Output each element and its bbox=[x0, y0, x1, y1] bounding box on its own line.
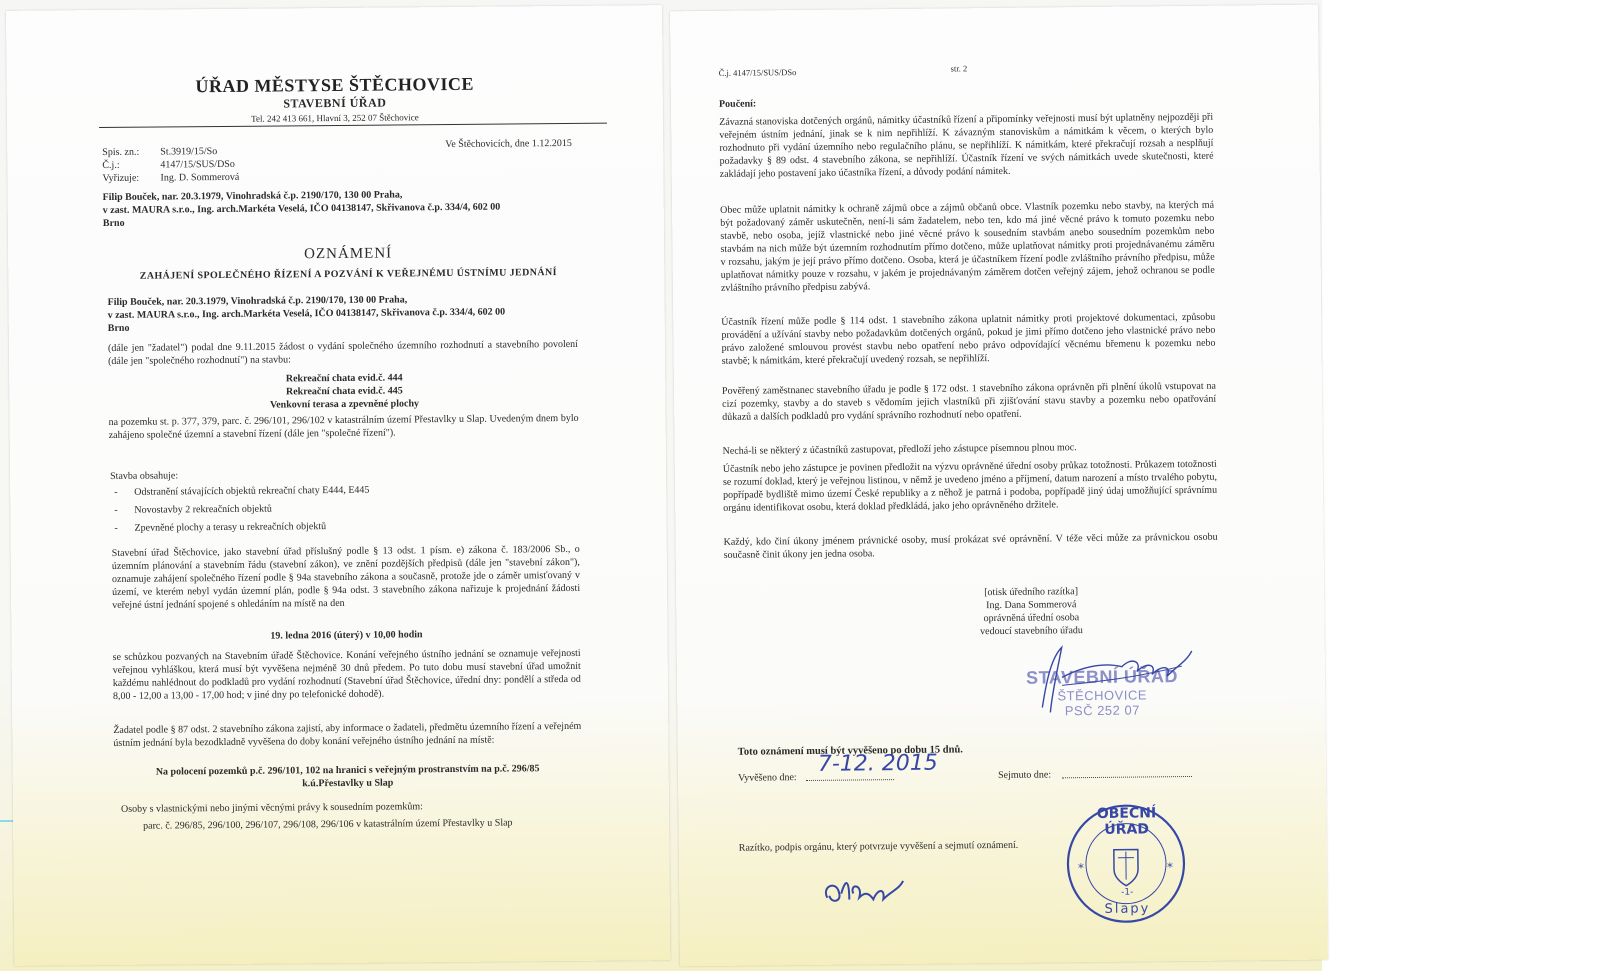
svg-text:*: * bbox=[1166, 860, 1174, 875]
signatory-name: Ing. Dana Sommerová bbox=[986, 599, 1077, 612]
posting-place-line: Na polocení pozemků p.č. 296/101, 102 na hranici s veřejným prostranstvím na p.č. 296/85 bbox=[155, 763, 540, 778]
office-title: ÚŘAD MĚSTYSE ŠTĚCHOVICE bbox=[195, 73, 475, 97]
building-item: Rekreační chata evid.č. 444 bbox=[285, 372, 403, 385]
location-paragraph: na pozemku st. p. 377, 379, parc. č. 296/101, 296/102 v katastrálním území Přestavlky u Slap. Uvedeným dnem bylo zahájeno společné územní a stavební řízení (dále jen "společné řízení"). bbox=[108, 412, 579, 441]
svg-text:*: * bbox=[1077, 861, 1085, 876]
posted-date-handwritten: 7-12. 2015 bbox=[817, 750, 938, 777]
page-1 bbox=[6, 5, 670, 966]
round-stamp-bottom: Slapy bbox=[1104, 901, 1151, 917]
round-stamp-top: OBECNÍ ÚŘAD bbox=[1096, 805, 1157, 838]
addressee-line: Filip Bouček, nar. 20.3.1979, Vinohradská č.p. 2190/170, 130 00 Praha, bbox=[102, 189, 403, 204]
applicant-paragraph: Žadatel podle § 87 odst. 2 stavebního zákona zajistí, aby informace o žadateli, předmětu územního řízení a veřejném ústním jednání byla bezodkladně vyvěšena do doby konání veřejného ústního jednání na místě: bbox=[113, 720, 582, 749]
contents-item: - Zpevněné plochy a terasy u rekreačních objektů bbox=[110, 516, 550, 538]
notice-paragraph: Účastník nebo jeho zástupce je povinen předložit na výzvu oprávněné úřední osoby průkaz totožnosti. Průkazem totožnosti se rozumí doklad, který je veřejnou listinou, v němž je uvedeno jméno a příjmení, datum narození a místo trvalého pobytu, popřípadě bydliště mimo území České republiky a z něhož je patrná i podoba, popřípadě jiný údaj umožňující správnímu orgánu identifikovat osobu, která doklad předkládá, jako jeho oprávněného držitele. bbox=[722, 458, 1218, 514]
office-stamp-line: STAVEBNÍ ÚŘAD bbox=[1025, 666, 1179, 688]
spis-label: Spis. zn.: bbox=[102, 146, 140, 159]
initials-scribble bbox=[819, 871, 909, 908]
stamp-note: [otisk úředního razítka] bbox=[984, 586, 1079, 599]
posted-line bbox=[806, 779, 894, 781]
hearing-date: 19. ledna 2016 (úterý) v 10,00 hodin bbox=[270, 629, 423, 642]
building-item: Venkovní terasa a zpevněné plochy bbox=[269, 398, 420, 411]
notice-paragraph: Nechá-li se některý z účastníků zastupovat, předloží jeho zástupce písemnou plnou moc. bbox=[722, 442, 1077, 457]
place-date: Ve Štěchovicích, dne 1.12.2015 bbox=[445, 137, 572, 151]
vyrizuje-label: Vyřizuje: bbox=[102, 172, 140, 185]
neighbors-list: parc. č. 296/85, 296/100, 296/107, 296/108, 296/106 v katastrálním území Přestavlky u Slap bbox=[143, 817, 513, 832]
handwritten-initials bbox=[819, 871, 909, 916]
round-stamp-number: -1- bbox=[1121, 887, 1134, 898]
applicant bbox=[108, 292, 588, 335]
contents-item: - Odstranění stávajících objektů rekreační chaty E444, E445 bbox=[110, 480, 550, 502]
document-subheading: ZAHÁJENÍ SPOLEČNÉHO ŘÍZENÍ A POZVÁNÍ K VEŘEJNÉMU ÚSTNÍMU JEDNÁNÍ bbox=[139, 267, 557, 282]
applicant-line: v zast. MAURA s.r.o., Ing. arch.Markéta Veselá, IČO 04138147, Skřivanova č.p. 334/4, 602 00 bbox=[107, 306, 506, 321]
notice-paragraph: Obec může uplatnit námitky k ochraně zájmů obce a zájmů občanů obce. Vlastník pozemku nebo stavby, na kterých má být požadovaný záměr uskutečněn, není-li sám žadatelem, nebo ten, kdo má jiné věcné právo k tomuto pozemku nebo stavbě, nebo osoba, jejíž vlastnické nebo jiné věcné právo k sousedním stavbám anebo sousedním pozemkům nebo stavbám na nich může být územním rozhodnutím přímo dotčeno, může uplatňovat námitky proti projednávanému záměru v rozsahu, jakým je její právo přímo dotčeno. Osoba, která je účastníkem řízení podle zvláštního právního předpisu, může uplatňovat námitky pouze v rozsahu, v jakém je projednávaným záměrem dotčen veřejný zájem, jehož ochranou se podle zvláštního právního předpisu zabývá. bbox=[720, 199, 1215, 294]
cj-value: 4147/15/SUS/DSo bbox=[160, 158, 235, 171]
office-paragraph: Stavební úřad Štěchovice, jako stavební úřad příslušný podle § 13 odst. 1 písm. e) zákona č. 183/2006 Sb., o územním plánování a stavebním řádu (stavební zákon), ve znění pozdějších předpisů (dále jen "stavební zákon"), oznamuje zahájení společného řízení podle § 94a stavebního zákona a současně, protože jde o záměr umisťovaný v území, ve kterém nebyl vydán územní plán, podle § 94a odst. 3 stavebního zákona nařizuje k projednání žádosti veřejné ústní jednání spojené s ohledáním na místě na den bbox=[111, 543, 581, 611]
contents-list bbox=[110, 480, 550, 538]
addressee-line: Brno bbox=[102, 217, 125, 230]
stamp-footer: Razítko, podpis orgánu, který potvrzuje vyvěšení a sejmutí oznámení. bbox=[738, 839, 1019, 854]
meeting-paragraph: se schůzkou pozvaných na Stavebním úřadě Štěchovice. Konání veřejného ústního jednání se oznamuje veřejnosti veřejnou vyhláškou, která musí být vyvěšena nejméně 30 dnů předem. Po tuto dobu musí stavební úřad umožnit každému nahlédnout do podkladů pro vydání rozhodnutí (Stavební úřad Štěchovice, úřední dny: pondělí a středa od 8,00 - 12,00 a 13,00 - 17,00 hod; v jiné dny po telefonické dohodě). bbox=[112, 647, 581, 702]
contents-label: Stavba obsahuje: bbox=[110, 470, 179, 482]
page-2 bbox=[670, 5, 1328, 967]
notice-paragraph: Závazná stanoviska dotčených orgánů, námitky účastníků řízení a připomínky veřejnosti musí být uplatněny nejpozději při veřejném ústním jednání, jinak se k nim nepřihlíží. K závazným stanoviskům a námitkám k věcem, o kterých bylo rozhodnuto při vydání územního nebo regulačního plánu, se nepřihlíží. K námitkám, které překračují rozsah a nesplňují požadavky § 89 odst. 4 stavebního zákona, se nepřihlíží. Účastník řízení ve svých námitkách uvede skutečnosti, které zakládají jeho postavení jako účastníka řízení, a důvody podání námitek. bbox=[719, 111, 1214, 180]
municipal-round-stamp bbox=[1063, 801, 1189, 927]
office-stamp-line: PSČ 252 07 bbox=[1064, 702, 1140, 719]
spis-value: St.3919/15/So bbox=[160, 146, 218, 158]
buildings-list bbox=[109, 370, 579, 413]
contents-item: - Novostavby 2 rekreačních objektů bbox=[110, 498, 550, 520]
signatory-role: oprávněná úřední osoba bbox=[983, 612, 1080, 625]
building-item: Rekreační chata evid.č. 445 bbox=[285, 385, 403, 398]
signature-block bbox=[961, 585, 1102, 638]
posting-place bbox=[113, 762, 583, 792]
office-subtitle: STAVEBNÍ ÚŘAD bbox=[283, 95, 387, 111]
notice-heading: Poučení: bbox=[718, 98, 757, 110]
posted-label: Vyvěšeno dne: bbox=[737, 772, 797, 784]
addressee-line: v zast. MAURA s.r.o., Ing. arch.Markéta Veselá, IČO 04138147, Skřivanova č.p. 334/4, 602 00 bbox=[102, 201, 501, 217]
intro-paragraph: (dále jen "žadatel") podal dne 9.11.2015 žádost o vydání společného územního rozhodnutí a stavebního povolení (dále jen "společného rozhodnutí") na stavbu: bbox=[107, 338, 578, 367]
addressee bbox=[103, 187, 583, 230]
cj-label: Č.j.: bbox=[102, 159, 120, 172]
notice-paragraph: Každý, kdo činí úkony jménem právnické osoby, musí prokázat své oprávnění. V téže věci může za právnickou osobu současně činit úkony jen jedna osoba. bbox=[723, 531, 1218, 561]
notice-paragraph: Účastník řízení může podle § 114 odst. 1 stavebního zákona uplatnit námitky proti projektové dokumentaci, způsobu provádění a užívání stavby nebo požadavkům dotčených orgánů, pokud je jimi přímo dotčeno jeho vlastnické právo nebo právo založené smlouvou provést stavbu nebo opatření nebo právo odpovídající věcnému břemenu k pozemku nebo stavbě; k námitkám, které překračují uvedený rozsah, se nepřihlíží. bbox=[721, 311, 1216, 367]
page2-reference: Č.j. 4147/15/SUS/DSo bbox=[718, 67, 797, 78]
vyrizuje-value: Ing. D. Sommerová bbox=[160, 171, 240, 184]
removed-line bbox=[1062, 776, 1192, 778]
applicant-line: Brno bbox=[107, 322, 130, 334]
office-contact: Tel. 242 413 661, Hlavní 3, 252 07 Štěchovice bbox=[251, 112, 419, 124]
applicant-line: Filip Bouček, nar. 20.3.1979, Vinohradská č.p. 2190/170, 130 00 Praha, bbox=[107, 294, 408, 308]
page-number: str. 2 bbox=[950, 63, 968, 74]
signatory-position: vedoucí stavebního úřadu bbox=[980, 625, 1083, 638]
neighbors-label: Osoby s vlastnickými nebo jinými věcnými právy k sousedním pozemkům: bbox=[120, 801, 423, 815]
handwritten-signature bbox=[1022, 636, 1203, 718]
posting-notice: Toto oznámení musí být vyvěšeno po dobu 15 dnů. bbox=[737, 744, 963, 758]
document-heading: OZNÁMENÍ bbox=[304, 245, 393, 263]
posting-place-line: k.ú.Přestavlky u Slap bbox=[302, 777, 394, 790]
notice-paragraph: Pověřený zaměstnanec stavebního úřadu je podle § 172 odst. 1 stavebního zákona oprávněn při plnění úkolů vstupovat na cizí pozemky, stavby a do staveb s vědomím jejich vlastníků při zjišťování stavu stavby a pozemku nebo opatřování důkazů a dalších podkladů pro vydání správního rozhodnutí nebo opatření. bbox=[721, 380, 1217, 423]
reference-block bbox=[102, 145, 239, 185]
office-stamp-line: ŠTĚCHOVICE bbox=[1057, 687, 1148, 704]
removed-label: Sejmuto dne: bbox=[997, 769, 1052, 781]
